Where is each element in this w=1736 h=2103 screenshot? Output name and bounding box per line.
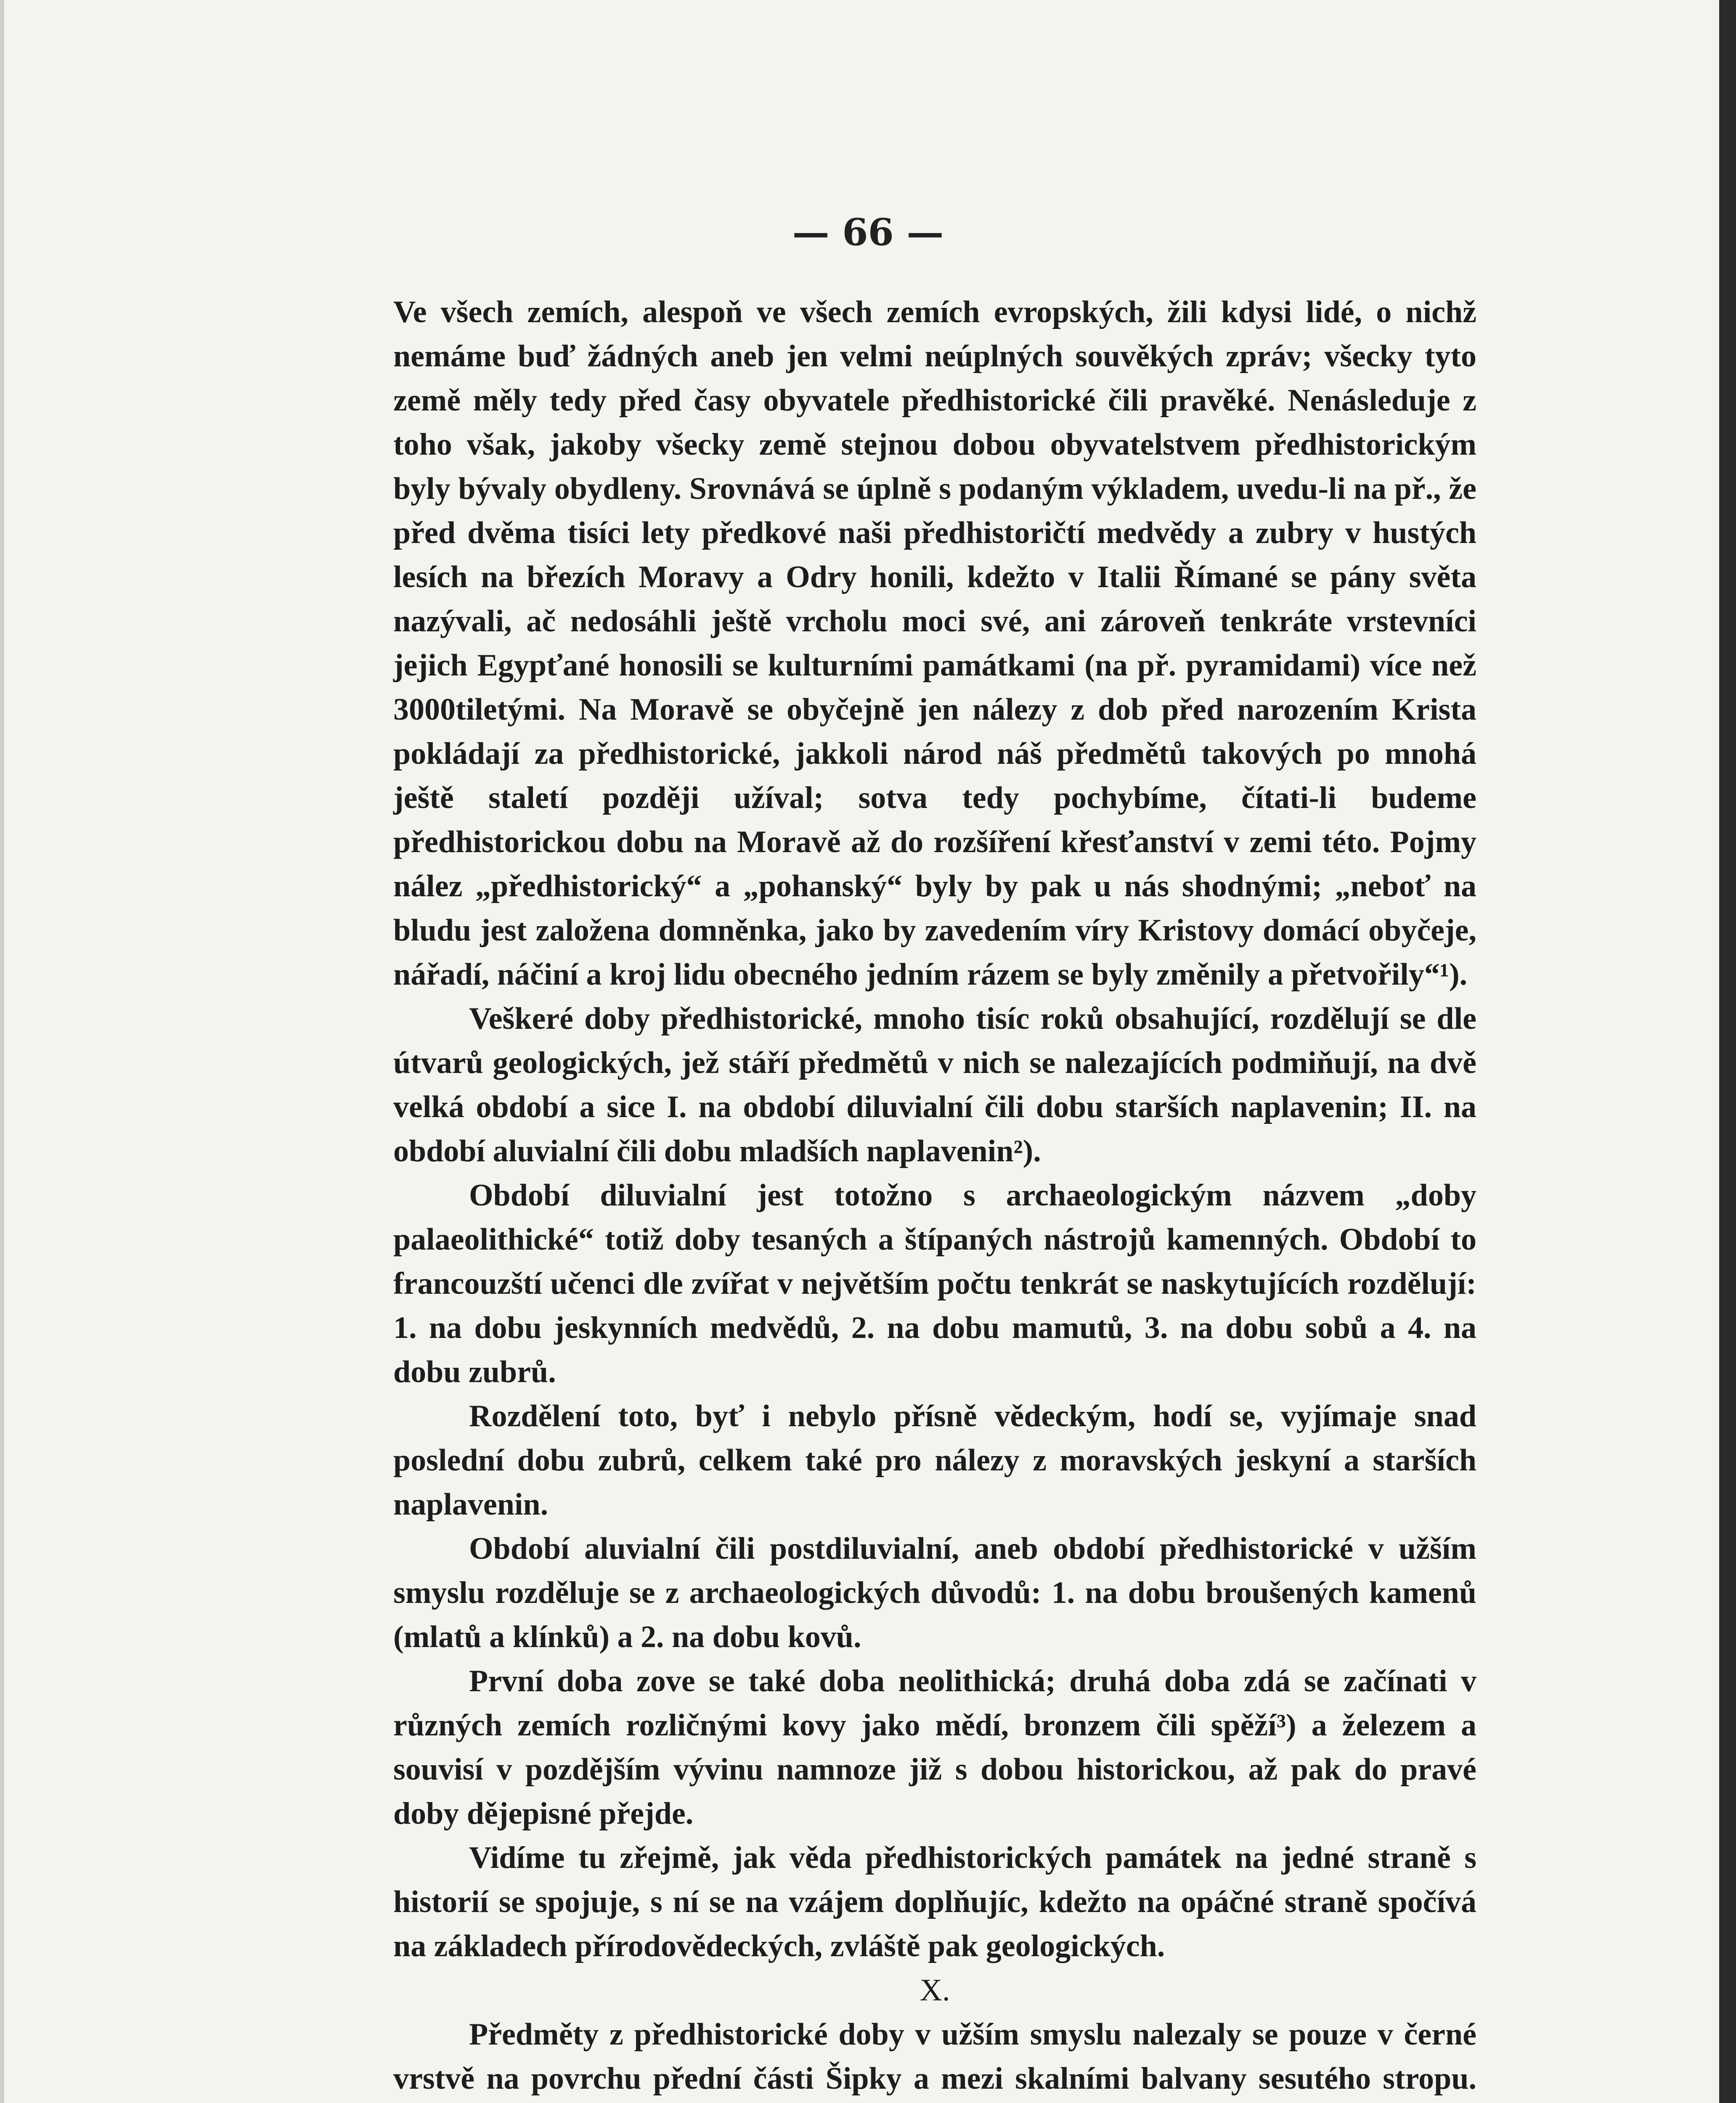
paragraph-3: Období diluvialní jest totožno s archaeologickým názvem „doby palaeolithické“ totiž doby tesaných a štípaných nástrojů kamenných. Období to francouzští učenci dle zvířat v největším počtu tenkrát se naskytujících rozdělují: 1. na dobu jeskynních medvědů, 2. na dobu mamutů, 3. na dobu sobů a 4. na dobu zubrů. [393,1178,1476,1389]
main-text [393,290,1476,2103]
paragraph-2: Veškeré doby předhistorické, mnoho tisíc roků obsahující, rozdělují se dle útvarů geologických, jež stáří předmětů v nich se nalezajících podmiňují, na dvě velká období a sice I. na období diluvialní čili dobu starších naplavenin; II. na období aluvialní čili dobu mladších naplavenin²). [393,1001,1476,1168]
paragraph-7: Vidíme tu zřejmě, jak věda předhistorických památek na jedné straně s historií se spojuje, s ní se na vzájem doplňujíc, kdežto na opáčné straně spočívá na základech přírodovědeckých, zvláště pak geologických. [393,1841,1476,1963]
page-edge-left [0,0,4,2103]
section-paragraph: Předměty z předhistorické doby v užším smyslu nalezaly se pouze v černé vrstvě na povrchu přední části Šipky a mezi skalními balvany sesutého stropu. [393,2017,1476,2096]
paragraph-1: Ve všech zemích, alespoň ve všech zemích evropských, žili kdysi lidé, o nichž nemáme buď žádných aneb jen velmi neúplných souvěkých zpráv; všecky tyto země měly tedy před časy obyvatele předhistorické čili pravěké. Nenásleduje z toho však, jakoby všecky země stejnou dobou obyvatelstvem předhistorickým byly bývaly obydleny. Srovnává se úplně s podaným výkladem, uvedu-li na př., že před dvěma tisíci lety předkové naši předhistoričtí medvědy a zubry v hustých lesích na březích Moravy a Odry honili, kdežto v Italii Římané se pány světa nazývali, ač nedosáhli ještě vrcholu moci své, ani zároveň tenkráte vrstevníci jejich Egypťané honosili se kulturními památkami (na př. pyramidami) více než 3000tiletými. Na Moravě se obyčejně jen nálezy z dob před narozením Krista pokládají za předhistorické, jakkoli národ náš předmětů takových po mnohá ještě staletí později užíval; sotva tedy pochybíme, čítati-li budeme předhistorickou dobu na Moravě až do rozšíření křesťanství v zemi této. Pojmy nález „předhistorický“ a „pohanský“ byly by pak u nás shodnými; „neboť na bludu jest založena domněnka, jako by zavedením víry Kristovy domácí obyčeje, nářadí, náčiní a kroj lidu obecného jedním rázem se byly změnily a přetvořily“¹). [393,295,1476,992]
page-number: — 66 — [792,210,944,254]
section-heading: X. [920,1973,950,2008]
paragraph-6: První doba zove se také doba neolithická; druhá doba zdá se začínati v různých zemích rozličnými kovy jako mědí, bronzem čili spěží³) a železem a souvisí v pozdějším vývinu namnoze již s dobou historickou, až pak do pravé doby dějepisné přejde. [393,1664,1476,1831]
paragraph-4: Rozdělení toto, byť i nebylo přísně vědeckým, hodí se, vyjímaje snad poslední dobu zubrů, celkem také pro nálezy z moravských jeskyní a starších naplavenin. [393,1399,1476,1522]
page-edge-right [1719,0,1736,2103]
paragraph-5: Období aluvialní čili postdiluvialní, aneb období předhistorické v užším smyslu rozděluje se z archaeologických důvodů: 1. na dobu broušených kamenů (mlatů a klínků) a 2. na dobu kovů. [393,1531,1476,1654]
